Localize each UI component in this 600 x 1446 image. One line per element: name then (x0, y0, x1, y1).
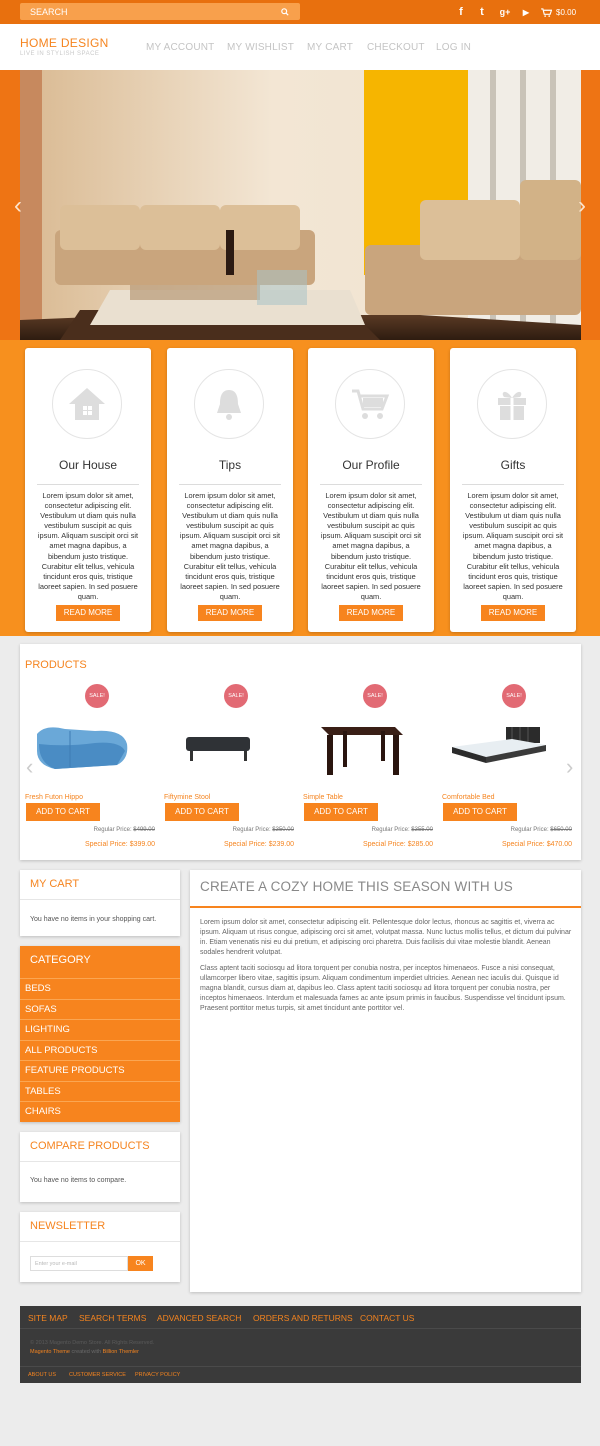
feature-divider (179, 484, 281, 485)
feature-card-gifts (450, 348, 576, 632)
add-to-cart-button[interactable]: ADD TO CART (26, 803, 100, 821)
category-item-sofas[interactable]: SOFAS (20, 999, 180, 1020)
product-image-futon[interactable] (25, 699, 135, 779)
divider (20, 1161, 180, 1162)
sale-badge: SALE! (85, 684, 109, 708)
product-image-bed[interactable] (442, 699, 552, 779)
add-to-cart-button[interactable]: ADD TO CART (304, 803, 378, 821)
special-price: Special Price: $285.00 (362, 841, 433, 848)
feature-title: Gifts (500, 458, 526, 472)
feature-card-our-profile (308, 348, 434, 632)
main-paragraph-2: Class aptent taciti sociosqu ad litora torquent per conubia nostra, per inceptos himenaeos. Fusce a nisi consequat, ullamcorper libero vitae, sagittis ipsum. Aliquam condimentum imperdiet ultricies. Aenean nec iaculis dui. Quisque id magna blandit, cursus diam at, dapibus leo. Class aptent taciti sociosqu ad litora torquent per conubia nostra, per inceptos himenaeos. Interdum et malesuada fames ac ante ipsum primis in faucibus. Suspendisse vel tincidunt ipsum. Praesent porttitor metus turpis, sit amet tincidunt ante porttitor vel. (200, 965, 566, 1012)
newsletter-ok-button[interactable]: OK (128, 1256, 153, 1271)
footer-divider (20, 1328, 581, 1329)
product-card (159, 684, 294, 854)
sale-badge: SALE! (224, 684, 248, 708)
feature-divider (320, 484, 422, 485)
nav-my-wishlist[interactable]: MY WISHLIST (227, 42, 295, 53)
product-card (437, 684, 572, 854)
category-item-lighting[interactable]: LIGHTING (20, 1019, 180, 1040)
sale-badge: SALE! (502, 684, 526, 708)
footer-link-about-us[interactable]: ABOUT US (28, 1372, 57, 1378)
products-next-arrow[interactable]: › (566, 754, 574, 779)
newsletter-title: NEWSLETTER (30, 1220, 106, 1232)
house-icon (67, 386, 107, 422)
divider (20, 1241, 180, 1242)
my-cart-block (20, 870, 180, 936)
compare-text: You have no items to compare. (30, 1177, 127, 1184)
feature-icon-circle (52, 369, 122, 439)
cart-total: $0.00 (556, 7, 577, 17)
footer-link-advanced-search[interactable]: ADVANCED SEARCH (157, 1313, 242, 1323)
nav-checkout[interactable]: CHECKOUT (367, 42, 425, 53)
search-input[interactable] (20, 3, 270, 20)
category-item-all-products[interactable]: ALL PRODUCTS (20, 1040, 180, 1061)
read-more-button[interactable]: READ MORE (198, 605, 262, 621)
my-cart-title: MY CART (30, 878, 80, 890)
divider (20, 899, 180, 900)
hero-prev-arrow[interactable]: ‹ (14, 192, 22, 219)
products-prev-arrow[interactable]: ‹ (26, 754, 34, 779)
special-price: Special Price: $239.00 (223, 841, 294, 848)
footer-link-privacy-policy[interactable]: PRIVACY POLICY (135, 1372, 181, 1378)
theme-credit-label[interactable]: Magento Theme (30, 1349, 70, 1355)
feature-icon-circle (194, 369, 264, 439)
footer-divider (20, 1366, 581, 1367)
my-cart-text: You have no items in your shopping cart. (30, 916, 157, 923)
category-item-beds[interactable]: BEDS (20, 978, 180, 999)
feature-text: Lorem ipsum dolor sit amet, consectetur adipiscing elit. Vestibulum ut diam quis nulla vestibulum suscipit ac quis ipsum. Aliquam suscipit orci sit amet magna dapibus, a bibendum justo tristique. Curabitur elit tellus, vehicula tincidunt eros quis, tristique laoreet sapien. In sed posuere quam. (462, 491, 564, 601)
special-price: Special Price: $399.00 (84, 841, 155, 848)
product-image-stool[interactable] (164, 699, 274, 779)
search-button[interactable] (270, 3, 300, 20)
theme-credit (30, 1349, 139, 1355)
special-price: Special Price: $470.00 (501, 841, 572, 848)
feature-divider (37, 484, 139, 485)
category-item-chairs[interactable]: CHAIRS (20, 1101, 180, 1122)
theme-credit-joiner: created with (71, 1349, 102, 1355)
add-to-cart-button[interactable]: ADD TO CART (443, 803, 517, 821)
category-block (20, 946, 180, 1122)
gift-icon (494, 386, 530, 422)
sale-badge: SALE! (363, 684, 387, 708)
feature-card-our-house (25, 348, 151, 632)
nav-my-cart[interactable]: MY CART (307, 42, 354, 53)
compare-products-block (20, 1132, 180, 1202)
feature-divider (462, 484, 564, 485)
hero-next-arrow[interactable]: › (578, 192, 586, 219)
feature-title: Our House (58, 458, 118, 472)
category-item-feature-products[interactable]: FEATURE PRODUCTS (20, 1060, 180, 1081)
footer-link-site-map[interactable]: SITE MAP (28, 1313, 68, 1323)
feature-icon-circle (477, 369, 547, 439)
compare-title: COMPARE PRODUCTS (30, 1140, 150, 1152)
top-cart-link[interactable] (541, 4, 576, 20)
product-name: Comfortable Bed (442, 794, 495, 801)
footer-link-orders-returns[interactable]: ORDERS AND RETURNS (253, 1313, 353, 1323)
main-paragraph-1: Lorem ipsum dolor sit amet, consectetur adipiscing elit. Pellentesque dolor lectus, rhoncus ac sagittis et, viverra ac ipsum. Aliquam ut risus congue, adipiscing orci sit amet, volutpat massa. Nunc luctus mollis tellus, et dictum dui pulvinar in. Etiam venenatis nisi eu dui pretium, et adipiscing orci pharetra. Duis facilisis dui vitae molestie blandit. Aenean sodales hendrerit volutpat. (200, 919, 572, 956)
nav-my-account[interactable]: MY ACCOUNT (146, 42, 215, 53)
feature-text: Lorem ipsum dolor sit amet, consectetur adipiscing elit. Vestibulum ut diam quis nulla vestibulum suscipit ac quis ipsum. Aliquam suscipit orci sit amet magna dapibus, a bibendum justo tristique. Curabitur elit tellus, vehicula tincidunt eros quis, tristique laoreet sapien. In sed posuere quam. (37, 491, 139, 601)
feature-card-tips (167, 348, 293, 632)
products-title: PRODUCTS (25, 659, 87, 671)
regular-price: Regular Price: $350.00 (232, 827, 294, 833)
feature-text: Lorem ipsum dolor sit amet, consectetur adipiscing elit. Vestibulum ut diam quis nulla vestibulum suscipit ac quis ipsum. Aliquam suscipit orci sit amet magna dapibus, a bibendum justo tristique. Curabitur elit tellus, vehicula tincidunt eros quis, tristique laoreet sapien. In sed posuere quam. (179, 491, 281, 601)
top-bar (0, 0, 600, 24)
youtube-icon[interactable]: ▶ (522, 7, 530, 17)
logo-title[interactable]: HOME DESIGN (20, 36, 109, 50)
feature-title: Tips (218, 458, 242, 472)
footer-link-contact-us[interactable]: CONTACT US (360, 1313, 415, 1323)
search-box (20, 3, 300, 20)
regular-price: Regular Price: $499.00 (93, 827, 155, 833)
footer-link-customer-service[interactable]: CUSTOMER SERVICE (69, 1372, 126, 1378)
feature-title: Our Profile (342, 458, 400, 472)
add-to-cart-button[interactable]: ADD TO CART (165, 803, 239, 821)
product-card (20, 684, 155, 854)
product-name: Simple Table (303, 794, 343, 801)
hero-slider-image (20, 70, 581, 340)
footer-link-search-terms[interactable]: SEARCH TERMS (79, 1313, 147, 1323)
newsletter-block (20, 1212, 180, 1282)
main-title-underline (190, 906, 581, 908)
product-name: Fresh Futon Hippo (25, 794, 83, 801)
read-more-button[interactable]: READ MORE (481, 605, 545, 621)
regular-price: Regular Price: $650.00 (510, 827, 572, 833)
shopping-cart-icon (541, 8, 552, 17)
category-title: CATEGORY (30, 954, 91, 966)
main-content (190, 870, 581, 1292)
search-icon (281, 8, 289, 16)
newsletter-email-input[interactable] (30, 1256, 128, 1271)
copyright-text: © 2013 Magento Demo Store. All Rights Reserved. (30, 1340, 155, 1346)
product-image-table[interactable] (303, 699, 413, 779)
tumblr-icon[interactable]: t (480, 6, 484, 18)
main-title: CREATE A COZY HOME THIS SEASON WITH US (200, 879, 513, 894)
read-more-button[interactable]: READ MORE (339, 605, 403, 621)
read-more-button[interactable]: READ MORE (56, 605, 120, 621)
cart-icon (350, 387, 390, 421)
nav-log-in[interactable]: LOG IN (436, 42, 472, 53)
facebook-icon[interactable]: f (459, 6, 463, 18)
site-footer (20, 1306, 581, 1383)
site-header (0, 24, 600, 70)
category-item-tables[interactable]: TABLES (20, 1081, 180, 1102)
product-name: Fiftymine Stool (164, 794, 211, 801)
product-card (298, 684, 433, 854)
bell-icon (211, 386, 247, 422)
feature-icon-circle (335, 369, 405, 439)
logo-subtitle: LIVE IN STYLISH SPACE (20, 51, 100, 57)
feature-text: Lorem ipsum dolor sit amet, consectetur adipiscing elit. Vestibulum ut diam quis nulla vestibulum suscipit ac quis ipsum. Aliquam suscipit orci sit amet magna dapibus, a bibendum justo tristique. Curabitur elit tellus, vehicula tincidunt eros quis, tristique laoreet sapien. In sed posuere quam. (320, 491, 422, 601)
theme-credit-author[interactable]: Billion Themler (102, 1349, 139, 1355)
regular-price: Regular Price: $355.00 (371, 827, 433, 833)
google-plus-icon[interactable]: g+ (499, 7, 511, 17)
products-section (20, 644, 581, 860)
